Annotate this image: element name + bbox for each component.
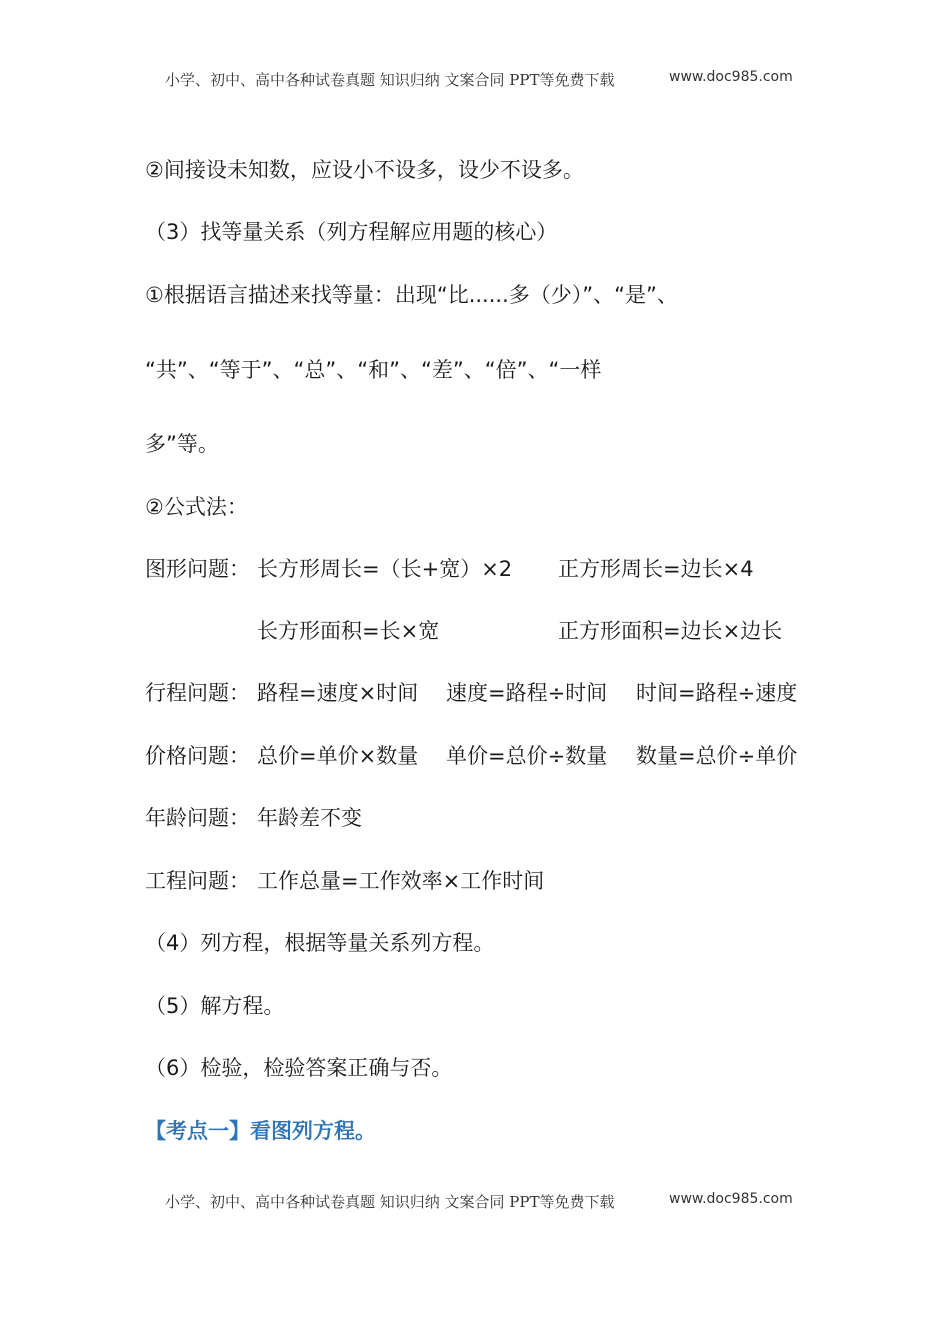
age-row — [145, 803, 845, 833]
unknown-variable-tip: ②间接设未知数，应设小不设多，设少不设多。 — [145, 158, 584, 182]
step-3-heading: （3）找等量关系（列方程解应用题的核心） — [145, 220, 558, 244]
travel-label: 行程问题： — [145, 681, 250, 705]
price-formula-3: 数量=总价÷单价 — [636, 744, 798, 768]
work-row — [145, 866, 845, 896]
step-6: （6）检验，检验答案正确与否。 — [145, 1056, 453, 1080]
travel-formula-3: 时间=路程÷速度 — [636, 681, 798, 705]
step-4: （4）列方程，根据等量关系列方程。 — [145, 931, 495, 955]
square-area-formula: 正方形面积=边长×边长 — [558, 619, 783, 643]
square-perimeter-formula: 正方形周长=边长×4 — [558, 557, 754, 581]
rect-perimeter-formula: 长方形周长=（长+宽）×2 — [257, 557, 513, 581]
price-label: 价格问题： — [145, 744, 250, 768]
age-formula: 年龄差不变 — [257, 806, 362, 830]
price-formula-1: 总价=单价×数量 — [257, 744, 419, 768]
header-text: 小学、初中、高中各种试卷真题 知识归纳 文案合同 PPT等免费下载 — [165, 71, 615, 89]
footer-url[interactable]: www.doc985.com — [669, 1191, 793, 1207]
geometry-label: 图形问题： — [145, 557, 250, 581]
work-label: 工程问题： — [145, 869, 250, 893]
travel-formula-2: 速度=路程÷时间 — [446, 681, 608, 705]
method-1-line-a: ①根据语言描述来找等量：出现“比......多（少）”、“是”、 — [145, 283, 678, 307]
price-row — [145, 741, 845, 771]
travel-row — [145, 678, 845, 708]
geometry-row-1 — [145, 554, 845, 584]
method-2-heading: ②公式法： — [145, 495, 248, 519]
method-1-line-b: “共”、“等于”、“总”、“和”、“差”、“倍”、“一样 — [145, 358, 602, 382]
footer-text: 小学、初中、高中各种试卷真题 知识归纳 文案合同 PPT等免费下载 — [165, 1193, 615, 1211]
step-5: （5）解方程。 — [145, 994, 285, 1018]
page-header — [0, 69, 950, 93]
section-heading: 【考点一】看图列方程。 — [145, 1119, 376, 1143]
method-1-line-c: 多”等。 — [145, 432, 219, 456]
age-label: 年龄问题： — [145, 806, 250, 830]
travel-formula-1: 路程=速度×时间 — [257, 681, 419, 705]
page-footer — [0, 1191, 950, 1215]
rect-area-formula: 长方形面积=长×宽 — [257, 619, 440, 643]
header-url[interactable]: www.doc985.com — [669, 69, 793, 85]
work-formula: 工作总量=工作效率×工作时间 — [257, 869, 545, 893]
price-formula-2: 单价=总价÷数量 — [446, 744, 608, 768]
